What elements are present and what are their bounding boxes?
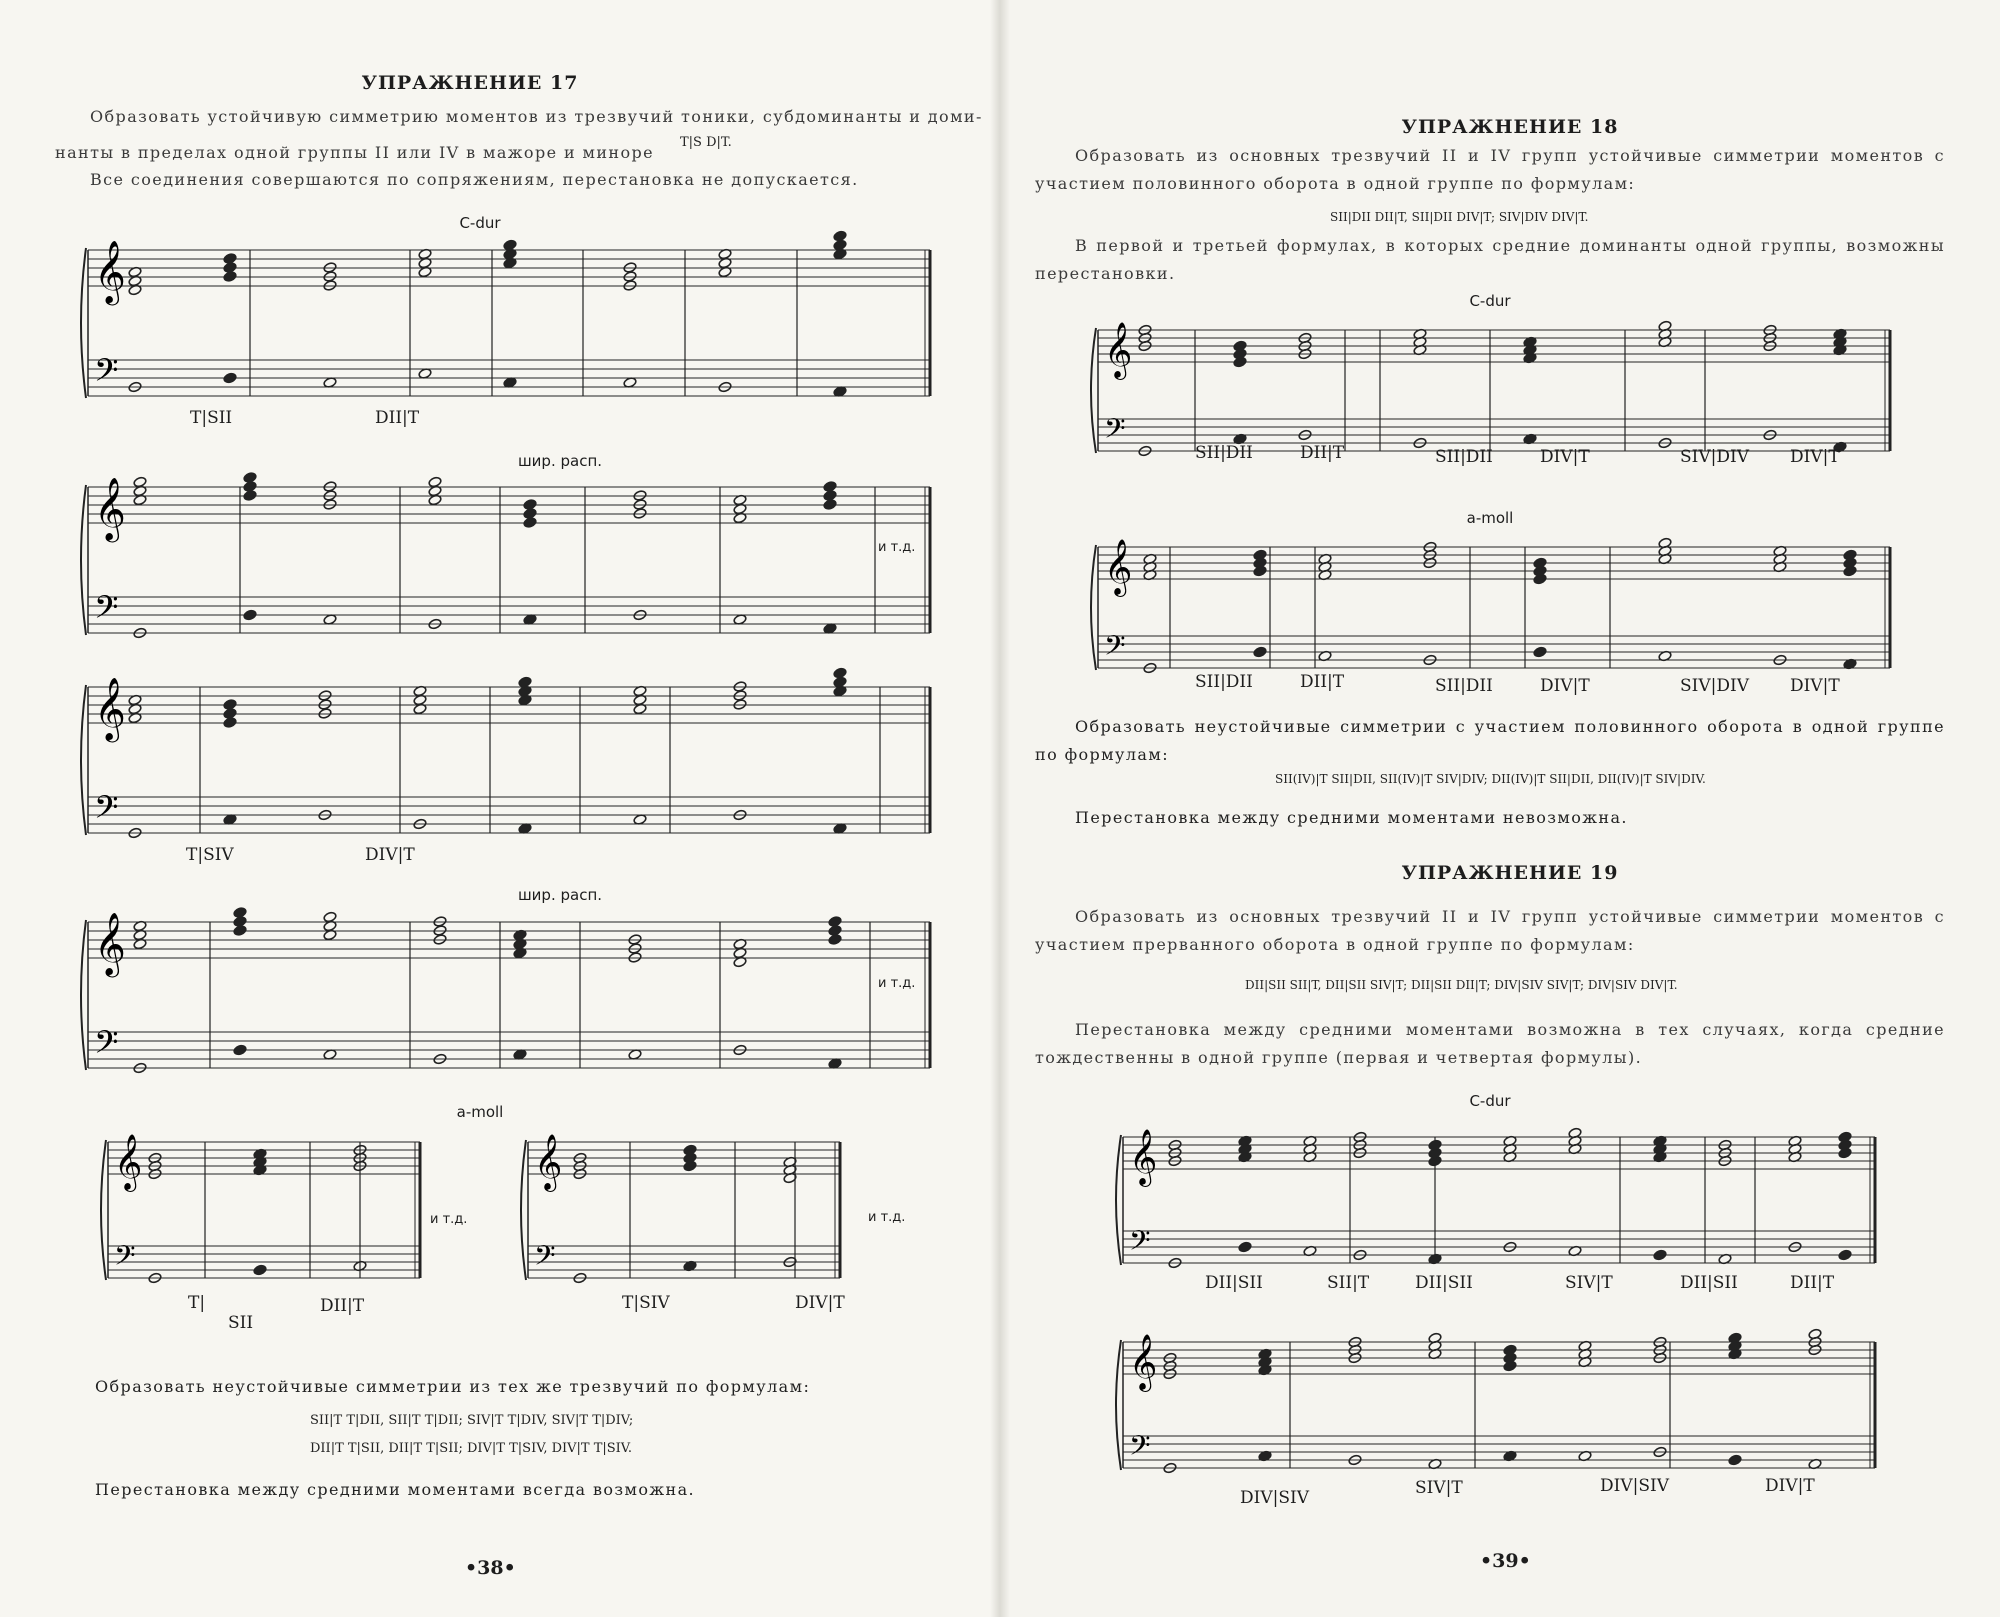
exercise-19-text: Образовать из основных трезвучий II и IV групп устойчивые симметрии моментов с участием прерванного оборота в одной группе по формулам: <box>1035 907 1945 954</box>
score-system-1 <box>80 238 930 408</box>
label-r-major-4: DIV|T <box>1540 447 1590 467</box>
label-r-minor-1: SII|DII <box>1195 672 1253 692</box>
label-t-sii-1: T|SII <box>190 408 233 428</box>
staff-svg <box>100 1130 420 1290</box>
right-unstable-formula: SII(IV)|T SII|DII, SII(IV)|T SIV|DIV; DII(IV)|T SII|DII, DII(IV)|T SIV|DIV. <box>1275 772 1706 786</box>
label-19b-4: DIV|T <box>1765 1476 1815 1496</box>
label-19a-4: SIV|T <box>1565 1273 1613 1293</box>
label-r-minor-4: DIV|T <box>1540 676 1590 696</box>
label-19a-3: DII|SII <box>1415 1273 1473 1293</box>
label-r-major-1: SII|DII <box>1195 443 1253 463</box>
chord-notehead <box>828 916 842 928</box>
exercise-17-title: УПРАЖНЕНИЕ 17 <box>361 72 579 94</box>
staff-svg <box>80 675 930 845</box>
left-unstable-text: Образовать неустойчивые симметрии из тех же трезвучий по формулам: <box>95 1377 811 1396</box>
exercise-18-formula: SII|DII DII|T, SII|DII DIV|T; SIV|DIV DIV|T. <box>1330 210 1589 224</box>
exercise-18-text: Образовать из основных трезвучий II и IV групп устойчивые симметрии моментов с участием половинного оборота в одной группе по формулам: <box>1035 146 1945 193</box>
score-system-2 <box>80 475 930 645</box>
label-19b-1: DIV|SIV <box>1240 1488 1309 1508</box>
bass-clef-icon: 𝄢 <box>94 789 119 833</box>
treble-clef-icon: 𝄞 <box>534 1134 563 1190</box>
treble-clef-icon: 𝄞 <box>94 912 126 975</box>
key-label-a-moll-left: a-moll <box>456 1103 504 1121</box>
staff-svg <box>1115 1125 1875 1275</box>
wide-spacing-label-1: шир. расп. <box>517 452 603 470</box>
system-brace <box>1091 328 1096 453</box>
chord-notehead <box>523 499 537 511</box>
label-19a-1: DII|SII <box>1205 1273 1263 1293</box>
bass-notehead <box>223 372 237 384</box>
score-system-r2 <box>1090 535 1890 680</box>
exercise-18-title: УПРАЖНЕНИЕ 18 <box>1401 116 1619 138</box>
chord-notehead <box>518 676 532 688</box>
chord-notehead <box>223 253 237 265</box>
label-r-major-2: DII|T <box>1300 443 1345 463</box>
etc-note-1: и т.д. <box>878 540 916 555</box>
exercise-17-text-line-2: нанты в пределах одной группы II или IV в мажоре и миноре <box>55 143 655 162</box>
system-brace <box>1091 545 1096 670</box>
staff-svg <box>80 238 930 408</box>
bass-clef-icon: 𝄢 <box>114 1239 136 1278</box>
book-gutter <box>990 0 1010 1617</box>
label-r-minor-3: SII|DII <box>1435 676 1493 696</box>
chord-notehead <box>223 699 237 711</box>
system-brace <box>521 1140 526 1280</box>
system-brace <box>1116 1340 1121 1470</box>
chord-notehead <box>428 476 442 488</box>
label-r-major-5: SIV|DIV <box>1680 447 1749 467</box>
treble-clef-icon: 𝄞 <box>1129 1129 1158 1185</box>
staff-svg <box>1090 535 1890 680</box>
label-r-minor-6: DIV|T <box>1790 676 1840 696</box>
bass-notehead <box>1238 1241 1252 1253</box>
system-brace <box>81 920 86 1070</box>
label-19a-2: SII|T <box>1327 1273 1370 1293</box>
exercise-19-note: Перестановка между средними моментами возможна в тех случаях, когда средние тождественны в одной группе (первая и четвертая формулы). <box>1035 1020 1945 1067</box>
chord-notehead <box>503 239 517 251</box>
system-brace <box>81 685 86 835</box>
label-t-siv-1: T|SIV <box>186 845 234 865</box>
left-unstable-formula-2: DII|T T|SII, DII|T T|SII; DIV|T T|SIV, DIV|T T|SIV. <box>310 1441 633 1456</box>
key-label-c-dur-left: C-dur <box>459 214 501 232</box>
staff-svg <box>1115 1330 1875 1480</box>
label-div-t-5b: DIV|T <box>795 1293 845 1313</box>
bass-clef-icon: 𝄢 <box>1129 1224 1151 1263</box>
bass-clef-icon: 𝄢 <box>1104 629 1126 668</box>
treble-clef-icon: 𝄞 <box>94 477 126 540</box>
treble-clef-icon: 𝄞 <box>94 677 126 740</box>
treble-clef-icon: 𝄞 <box>94 240 126 303</box>
key-label-c-dur-19: C-dur <box>1469 1092 1511 1110</box>
label-19a-6: DII|T <box>1790 1273 1835 1293</box>
staff-svg <box>80 910 930 1080</box>
label-19b-2: SIV|T <box>1415 1478 1463 1498</box>
etc-note-3: и т.д. <box>430 1212 468 1227</box>
bass-notehead <box>1533 646 1547 658</box>
label-dii-t-5a: DII|T <box>320 1296 365 1316</box>
exercise-17-text-line-3: Все соединения совершаются по сопряжениям, перестановка не допускается. <box>90 170 859 189</box>
label-r-minor-5: SIV|DIV <box>1680 676 1749 696</box>
score-system-r1 <box>1090 318 1890 463</box>
page-number-left: •38• <box>465 1557 516 1579</box>
staff-svg <box>520 1130 840 1290</box>
label-r-major-6: DIV|T <box>1790 447 1840 467</box>
chord-notehead <box>133 476 147 488</box>
label-t-siv-5b: T|SIV <box>622 1293 670 1313</box>
bass-notehead <box>1253 646 1267 658</box>
key-label-c-dur-right: C-dur <box>1469 292 1511 310</box>
label-r-minor-2: DII|T <box>1300 672 1345 692</box>
bass-notehead <box>1728 1454 1742 1466</box>
left-permutation-note: Перестановка между средними моментами всегда возможна. <box>95 1480 696 1499</box>
treble-clef-icon: 𝄞 <box>1129 1334 1158 1390</box>
score-system-r4 <box>1115 1330 1875 1480</box>
bass-notehead <box>233 1044 247 1056</box>
score-system-5a <box>100 1130 420 1290</box>
etc-note-4: и т.д. <box>868 1210 906 1225</box>
chord-notehead <box>323 911 337 923</box>
wide-spacing-label-2: шир. расп. <box>517 886 603 904</box>
label-div-t-1: DIV|T <box>365 845 415 865</box>
system-brace <box>101 1140 106 1280</box>
bass-notehead <box>1838 1249 1852 1261</box>
score-system-r3 <box>1115 1125 1875 1275</box>
bass-notehead <box>1653 1249 1667 1261</box>
right-unstable-text: Образовать неустойчивые симметрии с участием половинного оборота в одной группе по формулам: <box>1035 717 1945 764</box>
chord-notehead <box>823 481 837 493</box>
exercise-17-formula: T|S D|T. <box>680 135 732 150</box>
treble-clef-icon: 𝄞 <box>1104 322 1133 378</box>
exercise-19-formula: DII|SII SII|T, DII|SII SIV|T; DII|SII DII|T; DIV|SIV SIV|T; DIV|SIV DIV|T. <box>1245 978 1678 992</box>
system-brace <box>81 485 86 635</box>
bass-clef-icon: 𝄢 <box>94 352 119 396</box>
bass-notehead <box>243 609 257 621</box>
staff-svg <box>1090 318 1890 463</box>
label-r-major-3: SII|DII <box>1435 447 1493 467</box>
label-19b-3: DIV|SIV <box>1600 1476 1669 1496</box>
left-unstable-formula-1: SII|T T|DII, SII|T T|DII; SIV|T T|DIV, SIV|T T|DIV; <box>310 1413 634 1428</box>
exercise-19-title: УПРАЖНЕНИЕ 19 <box>1401 862 1619 884</box>
bass-clef-icon: 𝄢 <box>1129 1429 1151 1468</box>
exercise-18-note: В первой и третьей формулах, в которых средние доминанты одной группы, возможны перестановки. <box>1035 236 1945 283</box>
treble-clef-icon: 𝄞 <box>1104 539 1133 595</box>
page-number-right: •39• <box>1480 1550 1531 1572</box>
score-system-3 <box>80 675 930 845</box>
label-sii-5a: SII <box>228 1313 254 1333</box>
bass-clef-icon: 𝄢 <box>534 1239 556 1278</box>
label-19a-5: DII|SII <box>1680 1273 1738 1293</box>
score-system-5b <box>520 1130 840 1290</box>
bass-notehead <box>253 1264 267 1276</box>
system-brace <box>1116 1135 1121 1265</box>
system-brace <box>81 248 86 398</box>
right-permutation-impossible: Перестановка между средними моментами невозможна. <box>1075 808 1628 827</box>
etc-note-2: и т.д. <box>878 976 916 991</box>
label-t-5a: T| <box>188 1293 206 1313</box>
bass-clef-icon: 𝄢 <box>1104 412 1126 451</box>
exercise-17-text-line-1: Образовать устойчивую симметрию моментов из трезвучий тоники, субдоминанты и доми- <box>90 107 983 126</box>
treble-clef-icon: 𝄞 <box>114 1134 143 1190</box>
staff-svg <box>80 475 930 645</box>
bass-clef-icon: 𝄢 <box>94 1024 119 1068</box>
score-system-4 <box>80 910 930 1080</box>
label-dii-t-1: DII|T <box>375 408 420 428</box>
bass-clef-icon: 𝄢 <box>94 589 119 633</box>
key-label-a-moll-right: a-moll <box>1466 509 1514 527</box>
